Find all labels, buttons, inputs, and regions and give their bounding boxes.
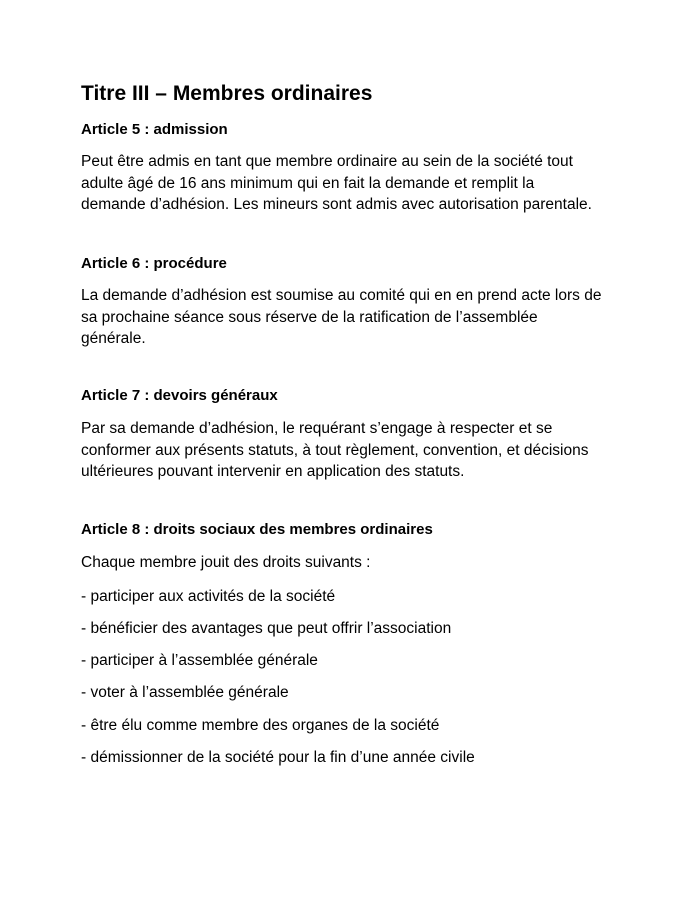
article-5-line: adulte âgé de 16 ans minimum qui en fait la demande et remplit la xyxy=(81,174,535,192)
rights-list-item: - participer à l’assemblée générale xyxy=(81,652,318,669)
article-6-line: La demande d’adhésion est soumise au comité qui en en prend acte lors de xyxy=(81,287,602,304)
article-6-line: sa prochaine séance sous réserve de la ratification de l’assemblée xyxy=(81,308,538,326)
rights-list-item: - être élu comme membre des organes de la société xyxy=(81,717,440,734)
article-6-heading: Article 6 : procédure xyxy=(81,255,227,272)
article-6-line: générale. xyxy=(81,330,146,347)
article-8-heading: Article 8 : droits sociaux des membres ordinaires xyxy=(81,521,433,538)
article-7-line: ultérieures pouvant intervenir en application des statuts. xyxy=(81,463,465,480)
article-5-text xyxy=(81,151,641,216)
article-7-heading: Article 7 : devoirs généraux xyxy=(81,387,278,404)
rights-list-item: - bénéficier des avantages que peut offrir l’association xyxy=(81,620,452,637)
article-7-text xyxy=(81,418,641,483)
rights-list-item: - voter à l’assemblée générale xyxy=(81,684,289,701)
rights-list-item: - démissionner de la société pour la fin d’une année civile xyxy=(81,749,475,766)
article-7-line: conformer aux présents statuts, à tout règlement, convention, et décisions xyxy=(81,441,589,459)
article-6-text xyxy=(81,285,641,350)
article-7-line: Par sa demande d’adhésion, le requérant s’engage à respecter et se xyxy=(81,420,553,437)
article-5-line: demande d’adhésion. Les mineurs sont admis avec autorisation parentale. xyxy=(81,196,592,213)
section-title: Titre III – Membres ordinaires xyxy=(81,82,373,105)
rights-list-item: - participer aux activités de la société xyxy=(81,588,336,605)
article-5-line: Peut être admis en tant que membre ordinaire au sein de la société tout xyxy=(81,153,573,170)
article-8-intro: Chaque membre jouit des droits suivants : xyxy=(81,554,371,571)
article-5-heading: Article 5 : admission xyxy=(81,121,228,138)
